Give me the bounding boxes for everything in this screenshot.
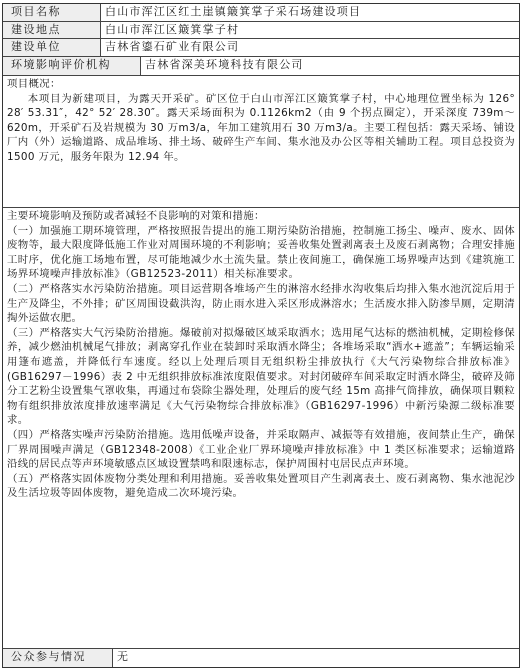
builder-row	[3, 39, 519, 57]
project-name-value: 白山市浑江区红土崖镇簸箕掌子采石场建设项目	[105, 5, 362, 18]
eia-agency-row	[3, 57, 519, 76]
measure-item-3: （三）严格落实大气污染防治措施。爆破前对拟爆破区域采取洒水；选用尾气达标的燃油机械，定期检修保养，减少燃油机械尾气排放；剥离穿孔作业在装卸时采取洒水降尘；各堆场采取“洒水+遮盖”；车辆运输采用篷布遮盖，并降低行车速度。经以上处理后项目无组织粉尘排放执行《大气污染物综合排放标准》(GB16297－1996）表 2 中无组织排放标准浓度限值要求。对封闭破碎车间采取定时洒水降尘，破碎及筛分工艺粉尘设置集气罩收集，再通过布袋除尘器处理，处理后的废气经 15m 高排气筒排放，确保项目颗粒物有组织排放浓度排放速率满足《大气污染物综合排放标准》（GB16297-1996）中新污染源二级标准要求。	[7, 326, 515, 427]
measure-item-1: （一）加强施工期环境管理，严格按照报告提出的施工期污染防治措施，控制施工扬尘、噪声、废水、固体废物等，最大限度降低施工作业对周围环境的不利影响；妥善收集处置剥离表土及废石剥离物；合理安排施工时序，优化施工场地布置，尽可能地减少水土流失量。禁止夜间施工，确保施工场界噪声达到《建筑施工场界环境噪声排放标准》（GB12523-2011）相关标准要求。	[7, 224, 515, 281]
location-row	[3, 22, 519, 39]
location-value: 白山市浑江区簸箕掌子村	[105, 23, 240, 36]
measures-cell	[3, 208, 519, 650]
measure-item-2: （二）严格落实水污染防治措施。项目运营期各堆场产生的淋溶水经排水沟收集后均排入集水池沉淀后用于生产及降尘，不外排；矿区周围设截洪沟，防止雨水进入采区形成淋溶水；生活废水排入防渗旱厕，定期清掏外运做农肥。	[7, 282, 515, 325]
project-name-label: 项目名称	[3, 4, 101, 21]
public-participation-value: 无	[117, 650, 130, 663]
eia-agency-label: 环境影响评价机构	[3, 57, 141, 75]
project-overview-cell	[3, 76, 519, 208]
builder-value: 吉林省鎏石矿业有限公司	[105, 40, 240, 53]
measure-item-5: （五）严格落实固体废物分类处理和利用措施。妥善收集处置项目产生剥离表土、废石剥离物、集水池泥沙及生活垃圾等固体废物，避免造成二次环境污染。	[7, 472, 515, 500]
location-label: 建设地点	[3, 22, 101, 38]
overview-text: 本项目为新建项目，为露天开采矿。矿区位于白山市浑江区簸箕掌子村，中心地理位置坐标为 126° 28′ 53.31″，42° 52′ 28.30″。露天采场面积为 0.1126km2（由 9 个拐点圈定），开采深度 739m～620m，开采矿石及岩规模为 30 万m3/a，年加工建筑用石 30 万m3/a。主要工程包括：露天采场、铺设厂内（外）运输道路、成品堆场、排土场、破碎生产车间、集水池及办公区等相关辅助工程。项目总投资为 1500 万元，服务年限为 12.94 年。	[7, 92, 515, 163]
builder-label: 建设单位	[3, 39, 101, 56]
public-participation-label: 公众参与情况	[3, 649, 113, 667]
eia-summary-table	[2, 3, 520, 668]
measure-item-4: （四）严格落实噪声污染防治措施。选用低噪声设备，并采取隔声、减振等有效措施，夜间禁止生产，确保厂界周围噪声满足（GB12348-2008）《工业企业厂界环境噪声排放标准》中 1 类区标准要求；运输道路沿线的居民点等声环境敏感点区域设置禁鸣和限速标志，保护周围村屯居民点声环境。	[7, 428, 515, 471]
project-name-row	[3, 4, 519, 22]
overview-heading: 项目概况：	[7, 78, 61, 90]
public-participation-row	[3, 648, 519, 667]
eia-agency-value: 吉林省深美环境科技有限公司	[145, 58, 304, 71]
measures-heading: 主要环境影响及预防或者减轻不良影响的对策和措施：	[7, 210, 265, 222]
